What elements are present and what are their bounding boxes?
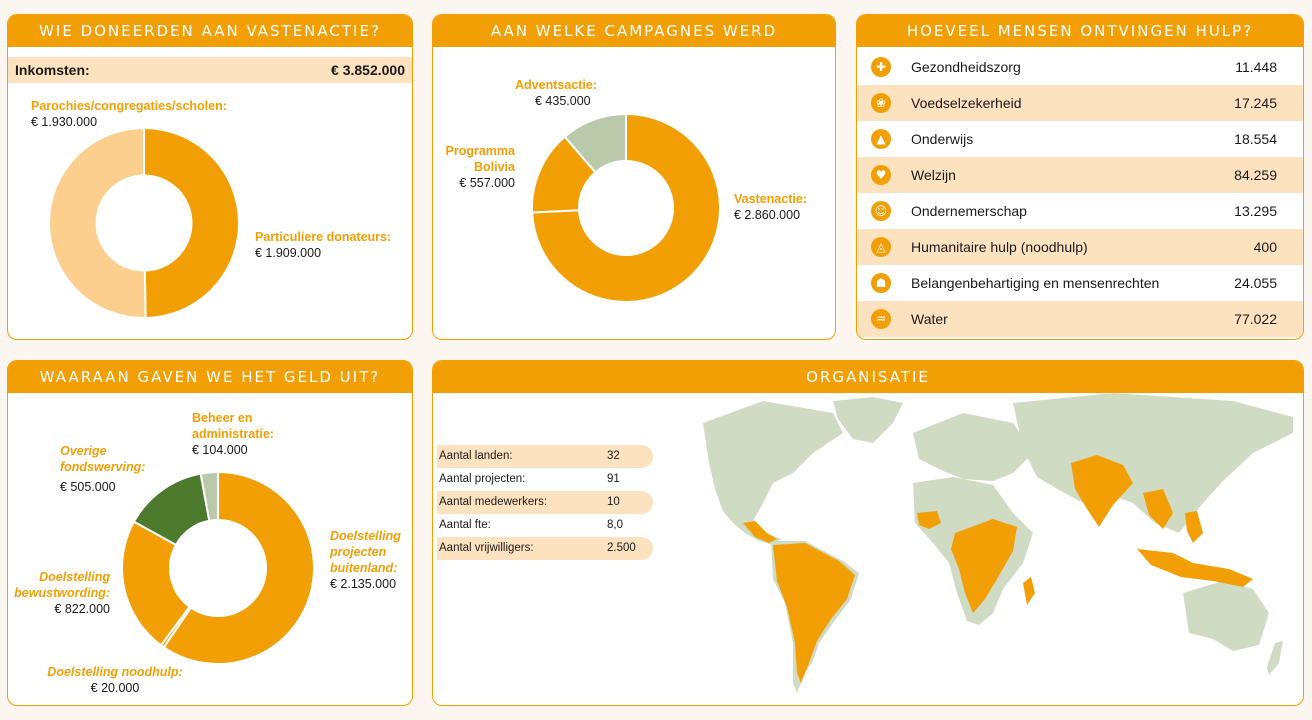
spending-title: WAARAAN GAVEN WE HET GELD UIT?: [8, 361, 412, 393]
label-overige-name: Overige fondswerving:: [60, 444, 146, 474]
helped-row-value: 11.448: [1235, 59, 1277, 75]
map-australia: [1183, 581, 1269, 651]
label-beheer-name: Beheer en administratie:: [192, 411, 274, 441]
label-bolivia-value: € 557.000: [459, 176, 515, 190]
spending-donut-chart: [121, 471, 315, 665]
helped-row: [857, 49, 1303, 85]
label-bolivia-name: Programma Bolivia: [445, 144, 515, 174]
grain-icon: ❀: [871, 93, 891, 113]
income-panel: [7, 14, 413, 340]
helped-row: [857, 121, 1303, 157]
income-total-value: € 3.852.000: [331, 62, 405, 78]
spending-panel: [7, 360, 413, 706]
campaigns-donut-chart: [531, 113, 721, 303]
income-title: WIE DONEERDEN AAN VASTENACTIE?: [8, 15, 412, 47]
map-new-zealand: [1267, 641, 1283, 675]
helped-row: [857, 193, 1303, 229]
megaphone-person-icon: ☗: [871, 273, 891, 293]
label-particuliere: [255, 229, 391, 261]
organisation-row-value: 91: [607, 473, 620, 485]
helped-row: [857, 265, 1303, 301]
helped-row-label: Welzijn: [911, 167, 956, 183]
label-bewustwording-name: Doelstelling bewustwording:: [14, 570, 110, 600]
graduation-cap-icon: ▲: [871, 129, 891, 149]
label-beheer: [192, 410, 302, 458]
organisation-row: [437, 491, 653, 514]
helped-row-label: Gezondheidszorg: [911, 59, 1021, 75]
map-north-america: [703, 401, 843, 523]
helped-row-label: Ondernemerschap: [911, 203, 1027, 219]
label-vastenactie: [734, 191, 807, 223]
label-adventsactie-value: € 435.000: [535, 94, 591, 108]
organisation-table: [437, 445, 653, 560]
label-parochies-value: € 1.930.000: [31, 115, 98, 129]
label-bewustwording-value: € 822.000: [54, 602, 110, 616]
donut1-slice-1: [49, 128, 146, 318]
helped-row-value: 18.554: [1234, 131, 1277, 147]
income-total-row: [8, 57, 412, 83]
income-total-label: Inkomsten:: [15, 62, 90, 78]
label-adventsactie: [515, 77, 597, 109]
helped-row-label: Onderwijs: [911, 131, 974, 147]
label-projecten: [330, 528, 410, 592]
helped-list: [857, 47, 1303, 337]
organisation-row-value: 32: [607, 450, 620, 462]
helped-panel: [856, 14, 1304, 340]
label-vastenactie-name: Vastenactie:: [734, 192, 807, 206]
label-overige: [60, 443, 160, 495]
campaigns-panel: [432, 14, 836, 340]
organisation-row-label: Aantal medewerkers:: [439, 496, 548, 508]
label-noodhulp: [40, 664, 190, 696]
helped-title: HOEVEEL MENSEN ONTVINGEN HULP?: [857, 15, 1303, 47]
organisation-row-label: Aantal projecten:: [439, 473, 526, 485]
label-parochies: [31, 98, 227, 130]
donut1-slice-0: [144, 128, 239, 318]
label-noodhulp-name: Doelstelling noodhulp:: [47, 665, 183, 679]
label-noodhulp-value: € 20.000: [90, 681, 140, 695]
label-beheer-value: € 104.000: [192, 443, 248, 457]
label-adventsactie-name: Adventsactie:: [515, 78, 597, 92]
organisation-row: [437, 514, 653, 537]
label-particuliere-name: Particuliere donateurs:: [255, 230, 392, 244]
organisation-row-value: 2.500: [607, 542, 636, 554]
label-bewustwording: [10, 569, 110, 617]
label-projecten-name: Doelstelling projecten buitenland:: [330, 529, 401, 575]
helped-row-value: 24.055: [1234, 275, 1277, 291]
organisation-row-value: 8,0: [607, 519, 623, 531]
helped-row-value: 84.259: [1234, 167, 1277, 183]
helped-row-value: 13.295: [1234, 203, 1277, 219]
helped-row: [857, 157, 1303, 193]
campaigns-title: AAN WELKE CAMPAGNES WERD GEDONEERD?: [433, 15, 835, 47]
organisation-row: [437, 537, 653, 560]
helped-row-label: Water: [911, 311, 948, 327]
helped-row: [857, 229, 1303, 265]
label-particuliere-value: € 1.909.000: [255, 246, 322, 260]
label-projecten-value: € 2.135.000: [330, 577, 397, 591]
plus-icon: ✚: [871, 57, 891, 77]
heart-icon: ♥: [871, 165, 891, 185]
water-tap-icon: ♒: [871, 309, 891, 329]
label-vastenactie-value: € 2.860.000: [734, 208, 801, 222]
label-overige-value: € 505.000: [60, 480, 116, 494]
organisation-panel: [432, 360, 1304, 706]
organisation-row-label: Aantal landen:: [439, 450, 513, 462]
helped-row-label: Humanitaire hulp (noodhulp): [911, 239, 1088, 255]
helped-row-label: Belangenbehartiging en mensenrechten: [911, 275, 1160, 291]
helped-row-value: 77.022: [1234, 311, 1277, 327]
person-icon: ☺: [871, 201, 891, 221]
organisation-row: [437, 445, 653, 468]
map-region-indonesia: [1137, 549, 1253, 587]
map-region-madagascar: [1023, 577, 1035, 605]
helped-row-label: Voedselzekerheid: [911, 95, 1022, 111]
income-donut-chart: [48, 127, 240, 319]
helped-row-value: 17.245: [1234, 95, 1277, 111]
map-region-philippines: [1185, 511, 1203, 543]
organisation-row-label: Aantal vrijwilligers:: [439, 542, 534, 554]
map-europe: [913, 413, 1033, 481]
helped-row-value: 400: [1253, 239, 1277, 255]
organisation-row-value: 10: [607, 496, 620, 508]
siren-icon: ◬: [871, 237, 891, 257]
helped-row: [857, 301, 1303, 337]
organisation-row-label: Aantal fte:: [439, 519, 491, 531]
map-greenland: [833, 397, 903, 443]
organisation-title: ORGANISATIE: [433, 361, 1303, 393]
helped-row: [857, 85, 1303, 121]
label-parochies-name: Parochies/congregaties/scholen:: [31, 99, 227, 113]
organisation-row: [437, 468, 653, 491]
label-bolivia: [441, 143, 515, 191]
